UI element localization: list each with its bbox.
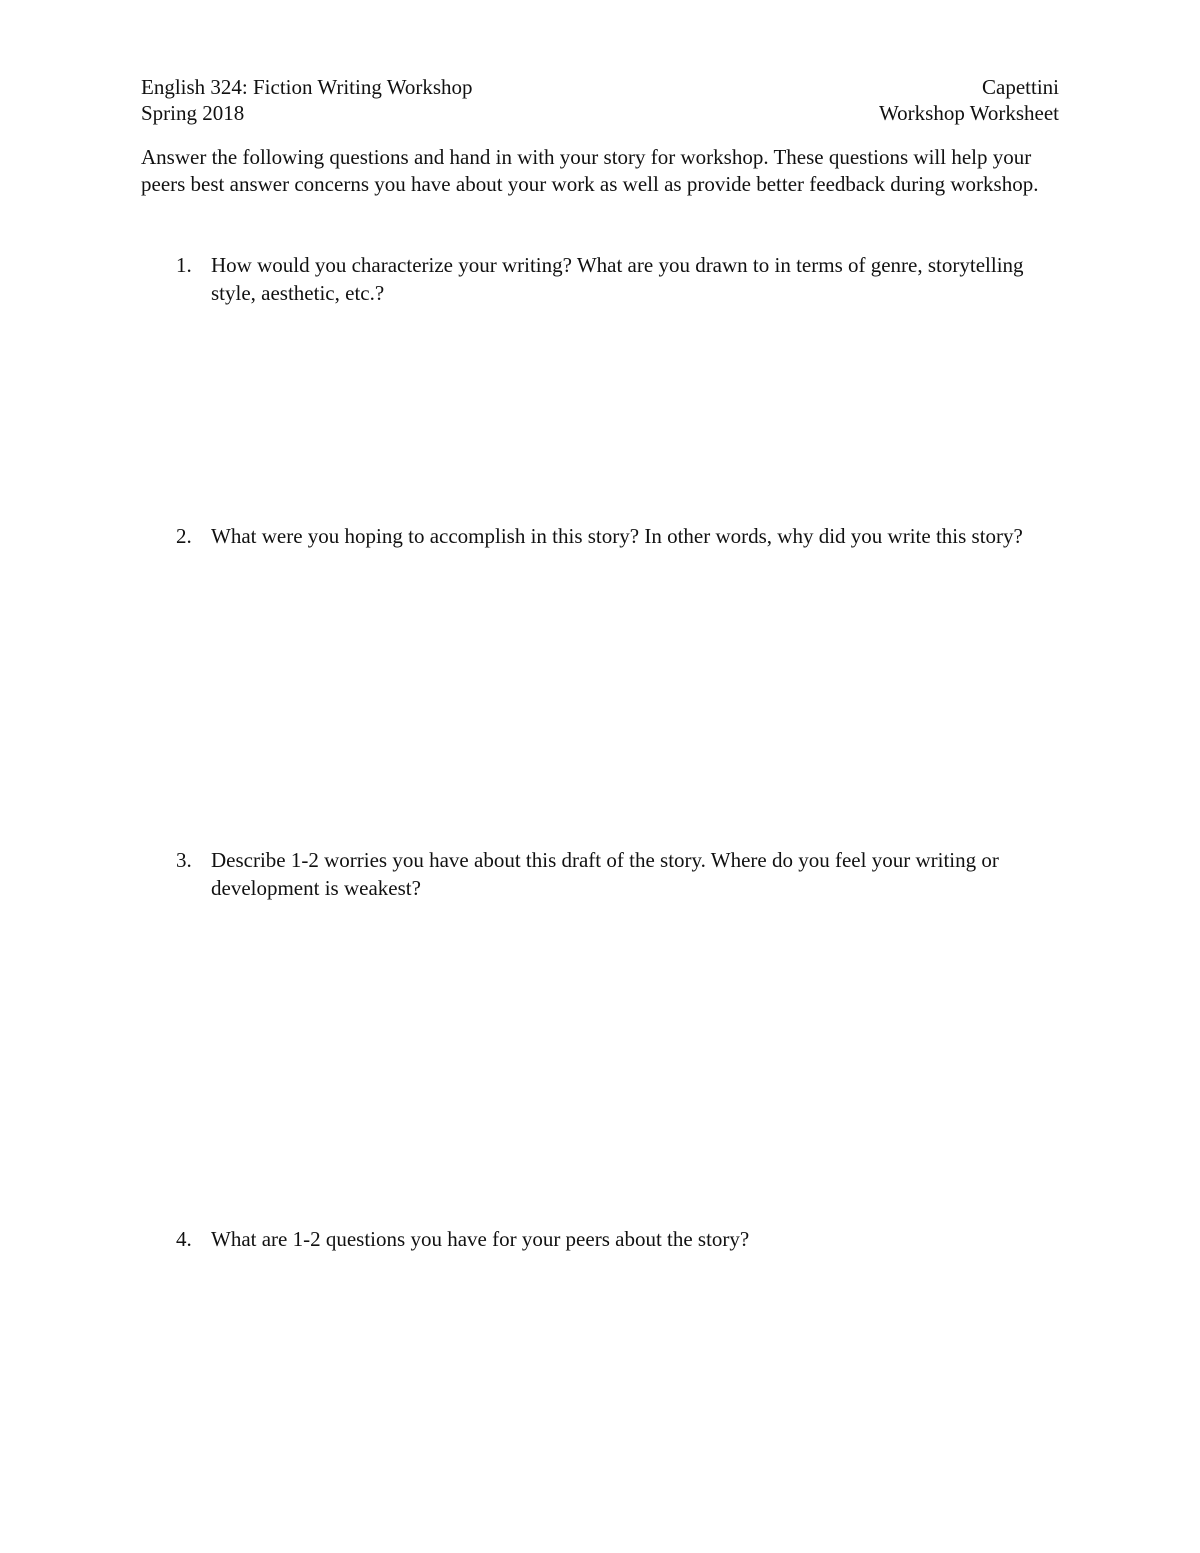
question-number: 2. bbox=[176, 524, 192, 548]
course-title: English 324: Fiction Writing Workshop bbox=[141, 75, 473, 99]
answer-space-2 bbox=[141, 586, 1059, 826]
question-text: Describe 1-2 worries you have about this draft of the story. Where do you feel your writing or development is weakest? bbox=[211, 848, 999, 900]
question-number: 4. bbox=[176, 1227, 192, 1251]
term-label: Spring 2018 bbox=[141, 101, 245, 125]
question-3 bbox=[141, 846, 1059, 902]
document-title: Workshop Worksheet bbox=[879, 101, 1059, 125]
instructions-paragraph: Answer the following questions and hand in with your story for workshop. These questions will help your peers best answer concerns you have about your work as well as provide better feedback during workshop. bbox=[141, 145, 1039, 196]
answer-space-1 bbox=[141, 315, 1059, 505]
question-4 bbox=[141, 1225, 1059, 1253]
question-number: 3. bbox=[176, 848, 192, 872]
question-2 bbox=[141, 522, 1059, 550]
answer-space-4 bbox=[141, 1262, 1059, 1522]
instructor-name: Capettini bbox=[982, 75, 1059, 99]
question-text: What were you hoping to accomplish in this story? In other words, why did you write this story? bbox=[211, 524, 1023, 548]
question-text: What are 1-2 questions you have for your peers about the story? bbox=[211, 1227, 750, 1251]
answer-space-3 bbox=[141, 910, 1059, 1210]
question-number: 1. bbox=[176, 253, 192, 277]
question-1 bbox=[141, 251, 1059, 307]
question-text: How would you characterize your writing? What are you drawn to in terms of genre, storytelling style, aesthetic, etc.? bbox=[211, 253, 1024, 305]
